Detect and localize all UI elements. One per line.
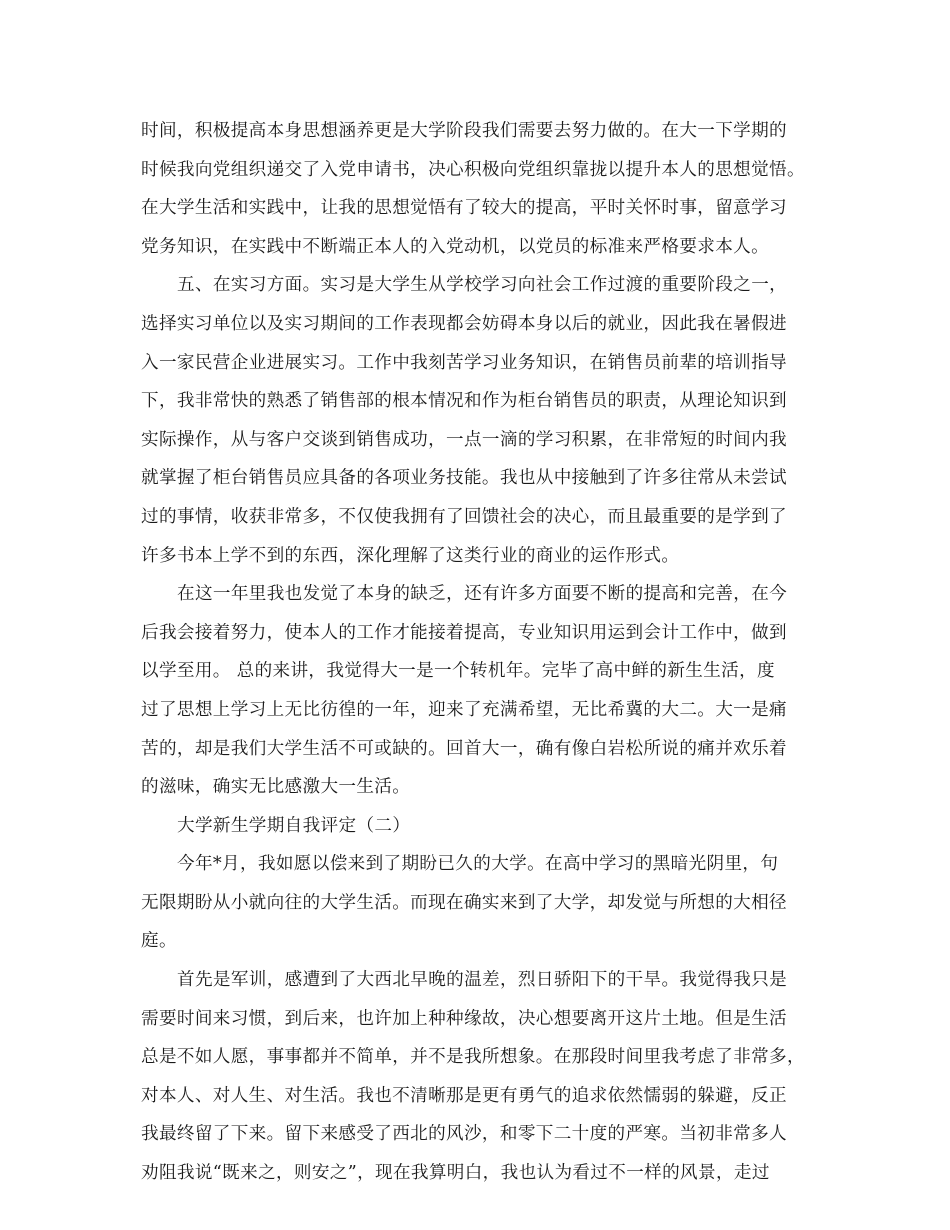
text-line: 无限期盼从小就向往的大学生活。而现在确实来到了大学，却发觉与所想的大相径 bbox=[141, 892, 787, 913]
text-line: 就掌握了柜台销售员应具备的各项业务技能。我也从中接触到了许多往常从未尝试 bbox=[141, 468, 787, 489]
text-line: 的滋味，确实无比感激大一生活。 bbox=[141, 777, 411, 798]
text-line: 五、在实习方面。实习是大学生从学校学习向社会工作过渡的重要阶段之一， bbox=[177, 275, 788, 296]
text-line: 以学至用。 总的来讲，我觉得大一是一个转机年。完毕了高中鲜的新生生活，度 bbox=[141, 661, 775, 682]
text-line: 入一家民营企业进展实习。工作中我刻苦学习业务知识，在销售员前辈的培训指导 bbox=[141, 352, 787, 373]
text-line: 庭。 bbox=[141, 931, 177, 952]
text-line: 实际操作，从与客户交谈到销售成功，一点一滴的学习积累，在非常短的时间内我 bbox=[141, 429, 787, 450]
text-line: 我最终留了下来。留下来感受了西北的风沙，和零下二十度的严寒。当初非常多人 bbox=[141, 1124, 787, 1145]
text-line: 劝阻我说“既来之，则安之”，现在我算明白，我也认为看过不一样的风景，走过 bbox=[141, 1163, 770, 1184]
text-line: 今年*月，我如愿以偿来到了期盼已久的大学。在高中学习的黑暗光阴里，句 bbox=[177, 854, 779, 875]
text-line: 对本人、对人生、对生活。我也不清晰那是更有勇气的追求依然懦弱的躲避，反正 bbox=[141, 1085, 787, 1106]
document-body bbox=[141, 112, 819, 1193]
text-line: 后我会接着努力，使本人的工作才能接着提高，专业知识用运到会计工作中，做到 bbox=[141, 622, 787, 643]
text-line: 苦的，却是我们大学生活不可或缺的。回首大一，确有像白岩松所说的痛并欢乐着 bbox=[141, 738, 787, 759]
text-line: 时候我向党组织递交了入党申请书，决心积极向党组织靠拢以提升本人的思想觉悟。 bbox=[141, 159, 805, 180]
text-line: 在大学生活和实践中，让我的思想觉悟有了较大的提高，平时关怀时事，留意学习 bbox=[141, 198, 787, 219]
text-line: 许多书本上学不到的东西，深化理解了这类行业的商业的运作形式。 bbox=[141, 545, 680, 566]
text-line: 党务知识，在实践中不断端正本人的入党动机，以党员的标准来严格要求本人。 bbox=[141, 236, 770, 257]
text-line: 时间，积极提高本身思想涵养更是大学阶段我们需要去努力做的。在大一下学期的 bbox=[141, 121, 787, 141]
text-line: 总是不如人愿，事事都并不简单，并不是我所想象。在那段时间里我考虑了非常多， bbox=[141, 1047, 805, 1068]
text-line: 过了思想上学习上无比彷徨的一年，迎来了充满希望，无比希冀的大二。大一是痛 bbox=[141, 699, 787, 720]
text-line: 选择实习单位以及实习期间的工作表现都会妨碍本身以后的就业，因此我在暑假进 bbox=[141, 313, 787, 334]
text-line: 过的事情，收获非常多，不仅使我拥有了回馈社会的决心，而且最重要的是学到了 bbox=[141, 506, 787, 527]
text-line: 在这一年里我也发觉了本身的缺乏，还有许多方面要不断的提高和完善，在今 bbox=[177, 584, 788, 605]
section-heading: 大学新生学期自我评定（二） bbox=[177, 815, 411, 836]
text-line: 首先是军训，感遭到了大西北早晚的温差，烈日骄阳下的干旱。我觉得我只是 bbox=[177, 970, 788, 991]
text-line: 需要时间来习惯，到后来，也许加上种种缘故，决心想要离开这片土地。但是生活 bbox=[141, 1008, 787, 1029]
text-line: 下，我非常快的熟悉了销售部的根本情况和作为柜台销售员的职责，从理论知识到 bbox=[141, 391, 787, 412]
